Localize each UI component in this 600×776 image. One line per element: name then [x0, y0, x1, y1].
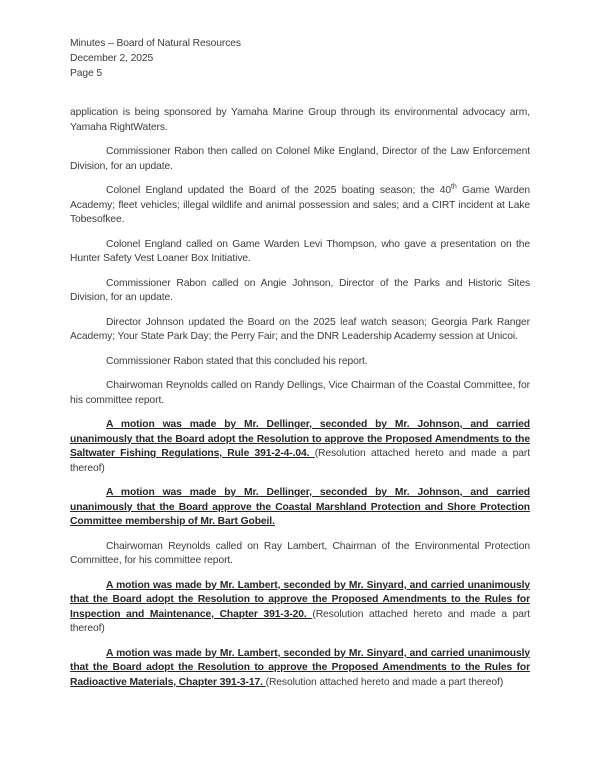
paragraph — [70, 355, 530, 370]
paragraph — [70, 316, 530, 345]
document-body — [70, 106, 530, 690]
text-run: Chairwoman Reynolds called on Randy Dellings, Vice Chairman of the Coastal Committee, for his committee report. — [70, 380, 530, 406]
motion-text-run: A motion was made by Mr. Lambert, seconded by Mr. Sinyard, and carried unanimously that the Board adopt the Resolution to approve the Proposed Amendments to the Rules for Inspection and Maintenance, Chapter 391-3-20. — [70, 579, 530, 620]
text-run: th — [450, 183, 457, 191]
text-run: (Resolution attached hereto and made a part thereof) — [70, 448, 530, 474]
text-run: (Resolution attached hereto and made a part thereof) — [265, 676, 504, 688]
paragraph — [70, 540, 530, 569]
paragraph — [70, 277, 530, 306]
header-date: December 2, 2025 — [70, 53, 154, 64]
paragraph — [70, 106, 530, 135]
paragraph — [70, 379, 530, 408]
header-page-number: Page 5 — [70, 68, 103, 79]
text-run: (Resolution attached hereto and made a part thereof) — [70, 608, 530, 634]
paragraph — [70, 238, 530, 267]
motion-text-run: A motion was made by Mr. Dellinger, seconded by Mr. Johnson, and carried unanimously that the Board adopt the Resolution to approve the Proposed Amendments to the Saltwater Fishing Regulations, Rule 391-2-4-.04. — [70, 419, 530, 459]
text-run: Colonel England called on Game Warden Levi Thompson, who gave a presentation on the Hunter Safety Vest Loaner Box Initiative. — [70, 238, 530, 264]
header-title: Minutes – Board of Natural Resources — [70, 38, 241, 49]
text-run: Colonel England updated the Board of the 2025 boating season; the 40 — [106, 185, 451, 196]
motion-paragraph — [70, 647, 530, 691]
text-run: Chairwoman Reynolds called on Ray Lambert, Chairman of the Environmental Protection Committee, for his committee report. — [70, 540, 530, 566]
text-run: Game Warden Academy; fleet vehicles; illegal wildlife and animal possession and sales; and a CIRT incident at Lake Tobesofkee. — [70, 185, 531, 225]
paragraph — [70, 145, 530, 174]
text-run: Commissioner Rabon then called on Colonel Mike England, Director of the Law Enforcement Division, for an update. — [70, 146, 530, 172]
document-header — [70, 36, 530, 81]
text-run: Commissioner Rabon stated that this concluded his report. — [106, 355, 368, 367]
text-run: application is being sponsored by Yamaha Marine Group through its environmental advocacy arm, Yamaha RightWaters. — [70, 107, 530, 133]
motion-paragraph — [70, 418, 530, 476]
text-run: Director Johnson updated the Board on the 2025 leaf watch season; Georgia Park Ranger Academy; Your State Park Day; the Perry Fair; and the DNR Leadership Academy session at Unicoi. — [70, 316, 530, 342]
text-run: Commissioner Rabon called on Angie Johnson, Director of the Parks and Historic Sites Division, for an update. — [70, 277, 530, 303]
motion-text-run: A motion was made by Mr. Dellinger, seconded by Mr. Johnson, and carried unanimously that the Board approve the Coastal Marshland Protection and Shore Protection Committee membership of Mr. Bart Gobeil. — [70, 487, 530, 527]
paragraph — [70, 184, 530, 228]
motion-text-run: A motion was made by Mr. Lambert, seconded by Mr. Sinyard, and carried unanimously that the Board adopt the Resolution to approve the Proposed Amendments to the Rules for Radioactive Materials, Chapter 391-3-17. — [70, 647, 530, 688]
motion-paragraph — [70, 486, 530, 530]
motion-paragraph — [70, 579, 530, 637]
